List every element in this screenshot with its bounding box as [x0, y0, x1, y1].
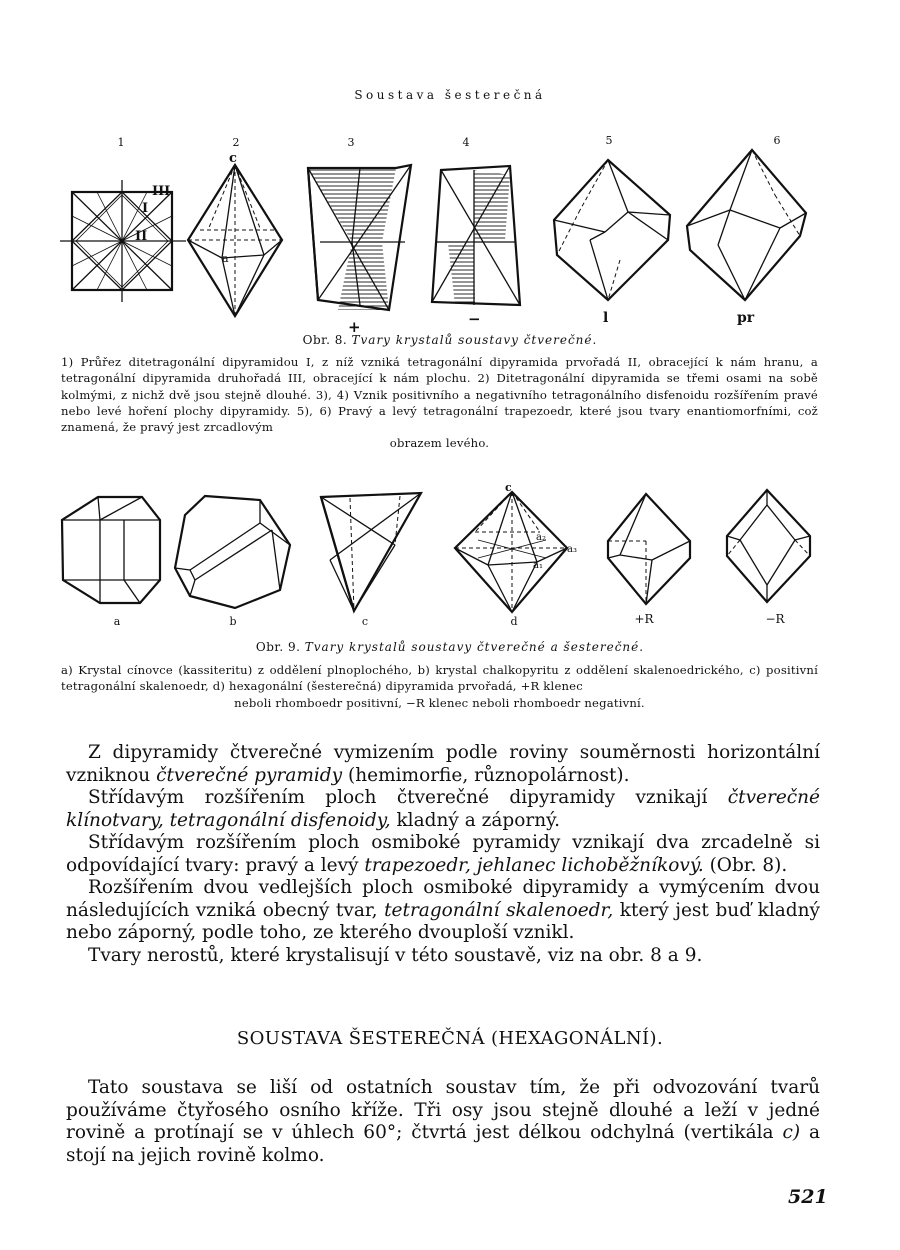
body-text	[66, 742, 820, 967]
fig9-label-d: d	[510, 615, 518, 628]
fig8-label-pr: pr	[737, 310, 755, 326]
fig9-label-minus-r: −R	[765, 612, 785, 626]
fig8-number-1: 1	[117, 136, 125, 149]
p3-text-a: Střídavým rozšířením ploch osmiboké pyramidy vznikají dva zrcadelně si odpovídající tvary: pravý a levý	[66, 832, 820, 876]
fig9-hexagonal-dipyramid-d	[455, 481, 577, 612]
fig8-number-5: 5	[605, 134, 613, 147]
fig9-scalenohedron-c	[321, 493, 421, 611]
fig9-label-a1: a₁	[533, 560, 543, 571]
fig8-caption-title-text: Tvary krystalů soustavy čtverečné.	[351, 333, 598, 347]
fig9-caption-title	[0, 640, 900, 654]
section-heading: SOUSTAVA ŠESTEREČNÁ (HEXAGONÁLNÍ).	[236, 1028, 664, 1049]
p6-text-a: Tato soustava se liší od ostatních soustav tím, že při odvozování tvarů používáme čtyřosého osního kříže. Tři osy jsou stejně dlouhé a leží v jedné rovině a protínají se v úhlech 60°; čtvrtá jest délkou odchylná (vertikála	[66, 1077, 820, 1143]
paragraph-2	[66, 787, 820, 832]
fig8-number-6: 6	[773, 134, 781, 147]
paragraph-3	[66, 832, 820, 877]
p1-text-b: (hemimorfie, různopolárnost).	[342, 764, 630, 786]
p4-italic: tetragonální skalenoedr,	[384, 899, 614, 921]
fig9-caption-body-text: a) Krystal cínovce (kassiteritu) z oddělení plnoplochého, b) krystal chalkopyritu z oddělení skalenoedrického, c) positivní tetragonální skalenoedr, d) hexagonální (šesterečná) dipyramida prvořadá, +R klenec	[61, 663, 818, 694]
fig9-caption-prefix: Obr. 9.	[255, 640, 301, 654]
fig8-label-i: I	[142, 201, 149, 216]
fig9-caption-body	[61, 662, 818, 711]
fig9-label-b: b	[229, 615, 237, 628]
fig8-label-l: l	[603, 310, 609, 326]
fig8-label-iii: III	[152, 184, 171, 199]
fig8-number-4: 4	[462, 136, 470, 149]
section-paragraph	[66, 1077, 820, 1167]
p2-text-b: kladný a záporný.	[390, 809, 561, 831]
paragraph-4	[66, 877, 820, 945]
fig9-positive-rhombohedron	[608, 494, 690, 604]
fig9-label-a2: a₂	[536, 532, 546, 543]
fig9-label-c: c	[361, 615, 369, 628]
p1-italic: čtverečné pyramidy	[156, 764, 343, 786]
p4-text-b: který jest buď kladný nebo záporný, podle toho, ze kterého dvouploší vznikl.	[66, 899, 820, 943]
fig8-label-c: c	[229, 151, 237, 166]
p2-text-a: Střídavým rozšířením ploch čtverečné dipyramidy vznikají	[88, 787, 728, 808]
fig9-label-a3: a₃	[567, 544, 577, 555]
fig8-number-3: 3	[347, 136, 355, 149]
p3-italic: trapezoedr, jehlanec lichoběžníkový.	[364, 854, 704, 876]
p6-italic: c)	[782, 1122, 801, 1143]
fig8-label-minus: −	[468, 310, 481, 328]
fig9-label-plus-r: +R	[634, 612, 654, 626]
p4-text-a: Rozšířením dvou vedlejších ploch osmiboké dipyramidy a vymýcením dvou následujících vzniká obecný tvar,	[66, 877, 820, 921]
paragraph-6	[66, 1077, 820, 1167]
fig9-caption-title-text: Tvary krystalů soustavy čtverečné a šesterečné.	[304, 640, 645, 654]
paragraph-1	[66, 742, 820, 787]
p2-italic: čtverečné klínotvary, tetragonální disfenoidy,	[66, 787, 820, 831]
fig8-caption-prefix: Obr. 8.	[302, 333, 348, 347]
fig8-label-plus: +	[348, 318, 361, 336]
fig8-label-ii: II	[135, 229, 148, 244]
p3-text-b: (Obr. 8).	[703, 854, 788, 876]
fig9-label-c-axis: c	[505, 481, 512, 494]
fig9-chalcopyrite-b	[175, 496, 290, 608]
fig8-caption-last-line: obrazem levého.	[389, 436, 490, 451]
p6-text-b: a stojí na jejich rovině kolmo.	[66, 1122, 820, 1166]
p1-text-a: Z dipyramidy čtverečné vymizením podle roviny souměrnosti horizontální vzniknou	[66, 742, 820, 786]
fig8-label-a: a	[222, 252, 229, 265]
paragraph-5: Tvary nerostů, které krystalisují v této soustavě, viz na obr. 8 a 9.	[88, 944, 703, 966]
fig9-cassiterite-a	[62, 497, 160, 603]
fig9-negative-rhombohedron	[727, 490, 810, 602]
page-number: 521	[788, 1186, 828, 1208]
fig9-caption-last-line: neboli rhomboedr positivní, −R klenec neboli rhomboedr negativní.	[234, 695, 645, 710]
fig8-number-2: 2	[232, 136, 240, 149]
fig8-caption-body-text: 1) Průřez ditetragonální dipyramidou I, z níž vzniká tetragonální dipyramida prvořadá II, obracející k nám hranu, a tetragonální dipyramida druhořadá III, obracející k nám plochu. 2) Ditetragonální dipyramida se třemi osami na sobě kolmými, z nichž dvě jsou stejně dlouhé. 3), 4) Vznik positivního a negativního tetragonálního disfenoidu rozšířením pravé nebo levé hoření plochy dipyramidy. 5), 6) Pravý a levý tetragonální trapezoedr, které jsou tvary enantiomorfními, což znamená, že pravý jest zrcadlovým	[61, 355, 818, 435]
running-header: Soustava šesterečná	[354, 88, 546, 102]
fig9-label-a: a	[113, 615, 121, 628]
